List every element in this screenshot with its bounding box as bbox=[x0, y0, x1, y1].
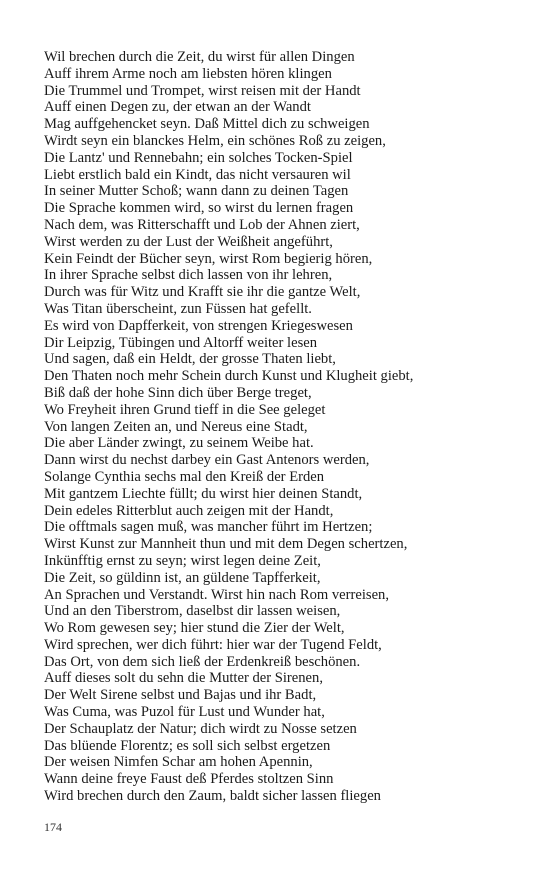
poem-line: Durch was für Witz und Krafft sie ihr die gantze Welt, bbox=[44, 284, 361, 301]
poem-line: Wirdt seyn ein blanckes Helm, ein schönes Roß zu zeigen, bbox=[44, 132, 386, 149]
poem-line: Dir Leipzig, Tübingen und Altorff weiter lesen bbox=[44, 334, 318, 351]
poem-line: Es wird von Dapfferkeit, von strengen Kriegeswesen bbox=[44, 317, 353, 334]
poem-line: Und sagen, daß ein Heldt, der grosse Thaten liebt, bbox=[44, 351, 336, 368]
poem-line: Inkünfftig ernst zu seyn; wirst legen deine Zeit, bbox=[44, 552, 321, 569]
poem-line: Wirst Kunst zur Mannheit thun und mit dem Degen schertzen, bbox=[44, 536, 408, 553]
poem-line: Dann wirst du nechst darbey ein Gast Antenors werden, bbox=[44, 452, 370, 469]
poem-line: Liebt erstlich bald ein Kindt, das nicht versauren wil bbox=[44, 166, 351, 183]
poem-line: Der Welt Sirene selbst und Bajas und ihr Badt, bbox=[44, 687, 317, 704]
poem-line: Wird brechen durch den Zaum, baldt sicher lassen fliegen bbox=[44, 788, 381, 805]
poem-line: Mit gantzem Liechte füllt; du wirst hier deinen Standt, bbox=[44, 485, 363, 502]
poem-line: Wirst werden zu der Lust der Weißheit angeführt, bbox=[44, 233, 333, 250]
poem-line: Dein edeles Ritterblut auch zeigen mit der Handt, bbox=[44, 502, 334, 519]
poem-line: Das Ort, von dem sich ließ der Erdenkreiß beschönen. bbox=[44, 653, 361, 670]
page-number: 174 bbox=[44, 820, 62, 834]
poem-line: Der weisen Nimfen Schar am hohen Apennin, bbox=[44, 754, 313, 771]
poem-line: Die Zeit, so güldinn ist, an güldene Tapfferkeit, bbox=[44, 569, 321, 586]
poem-line: Was Cuma, was Puzol für Lust und Wunder hat, bbox=[44, 704, 325, 721]
poem-line: Auff einen Degen zu, der etwan an der Wandt bbox=[44, 99, 311, 116]
poem-line: In seiner Mutter Schoß; wann dann zu deinen Tagen bbox=[44, 183, 349, 200]
poem-line: Der Schauplatz der Natur; dich wirdt zu Nosse setzen bbox=[44, 720, 357, 737]
poem-line: Den Thaten noch mehr Schein durch Kunst und Klugheit giebt, bbox=[44, 368, 414, 385]
poem-line: Was Titan überscheint, zun Füssen hat gefellt. bbox=[44, 300, 312, 317]
poem-line: Von langen Zeiten an, und Nereus eine Stadt, bbox=[44, 418, 308, 435]
poem-line: Wo Freyheit ihren Grund tieff in die See geleget bbox=[44, 401, 326, 418]
poem-line: Biß daß der hohe Sinn dich über Berge treget, bbox=[44, 384, 312, 401]
poem-line: Auff dieses solt du sehn die Mutter der Sirenen, bbox=[44, 670, 323, 687]
poem-text-block bbox=[44, 49, 524, 805]
poem-line: Die offtmals sagen muß, was mancher führt im Hertzen; bbox=[44, 519, 373, 536]
poem-line: Wird sprechen, wer dich führt: hier war der Tugend Feldt, bbox=[44, 636, 382, 653]
poem-line: Wil brechen durch die Zeit, du wirst für allen Dingen bbox=[44, 49, 355, 65]
poem-line: Die aber Länder zwingt, zu seinem Weibe hat. bbox=[44, 435, 314, 452]
poem-line: Wo Rom gewesen sey; hier stund die Zier der Welt, bbox=[44, 620, 345, 637]
poem-line: Die Sprache kommen wird, so wirst du lernen fragen bbox=[44, 200, 354, 217]
poem-line: An Sprachen und Verstandt. Wirst hin nach Rom verreisen, bbox=[44, 586, 389, 603]
poem-line: Kein Feindt der Bücher seyn, wirst Rom begierig hören, bbox=[44, 250, 373, 267]
poem-line: Solange Cynthia sechs mal den Kreiß der Erden bbox=[44, 468, 325, 485]
poem-line: Die Lantz' und Rennebahn; ein solches Tocken-Spiel bbox=[44, 149, 353, 166]
poem-line: Und an den Tiberstrom, daselbst dir lassen weisen, bbox=[44, 603, 341, 620]
poem-line: Nach dem, was Ritterschafft und Lob der Ahnen ziert, bbox=[44, 216, 360, 233]
poem-line: Mag auffgehencket seyn. Daß Mittel dich zu schweigen bbox=[44, 116, 370, 133]
poem-line: Wann deine freye Faust deß Pferdes stoltzen Sinn bbox=[44, 771, 334, 788]
poem-line: Das blüende Florentz; es soll sich selbst ergetzen bbox=[44, 737, 331, 754]
poem-line: Auff ihrem Arme noch am liebsten hören klingen bbox=[44, 65, 332, 82]
poem-line: Die Trummel und Trompet, wirst reisen mit der Handt bbox=[44, 82, 361, 99]
poem-line: In ihrer Sprache selbst dich lassen von ihr lehren, bbox=[44, 267, 333, 284]
